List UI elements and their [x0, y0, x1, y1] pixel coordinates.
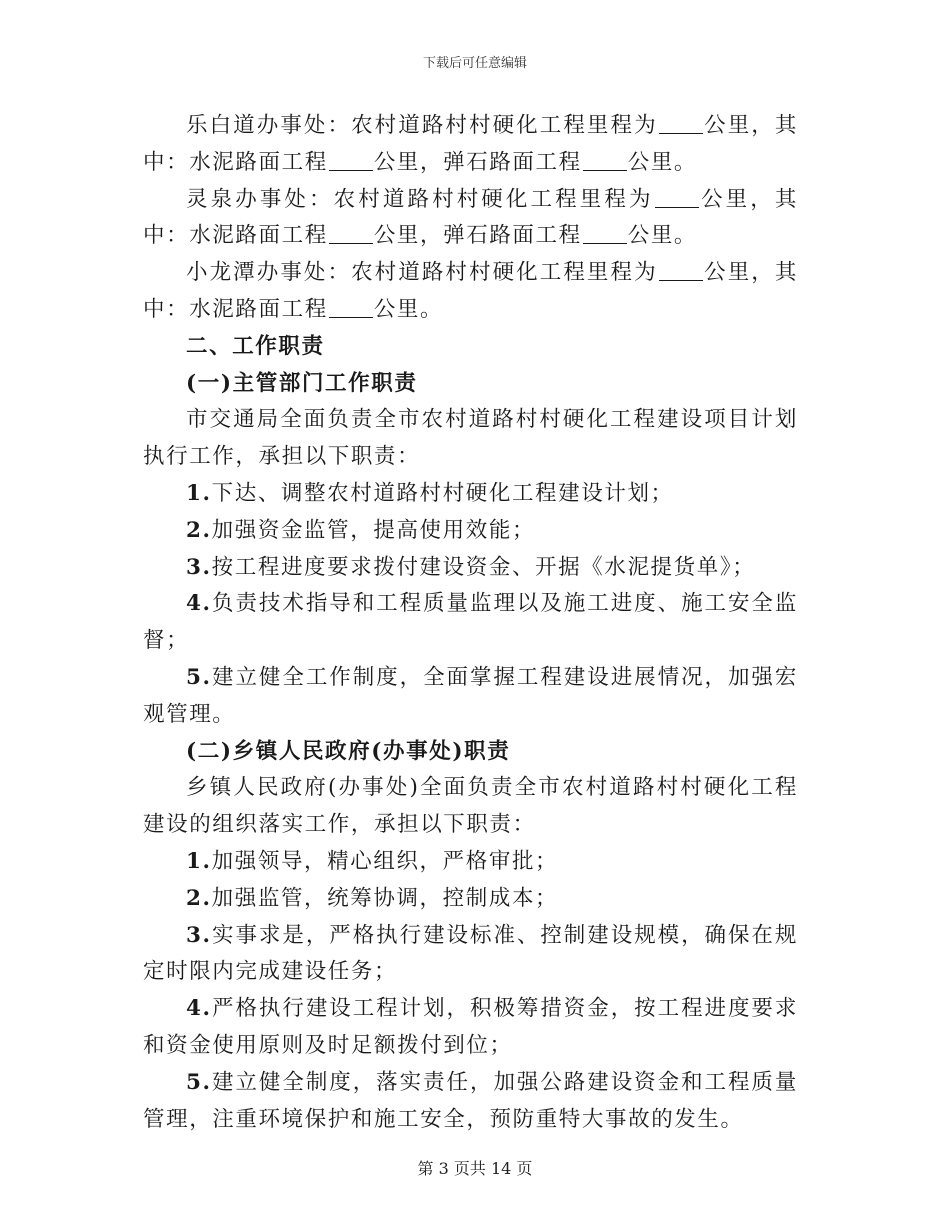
paragraph	[143, 991, 798, 1065]
text-run: 实事求是，严格执行建设标准、控制建设规模，确保在规定时限内完成建设任务；	[143, 922, 798, 985]
text-run: 严格执行建设工程计划，积极筹措资金，按工程进度要求和资金使用原则及时足额拨付到位；	[143, 996, 798, 1058]
paragraph	[143, 844, 798, 881]
text-run: 公里，弹石路面工程	[373, 223, 582, 249]
document-body	[143, 108, 798, 1138]
fill-in-blank	[659, 112, 703, 135]
text-run: 按工程进度要求拨付建设资金、开据《水泥提货单》；	[211, 554, 756, 580]
list-number: 2.	[186, 517, 212, 543]
page-header: 下载后可任意编辑	[422, 56, 527, 71]
paragraph	[143, 918, 798, 992]
paragraph	[143, 255, 798, 329]
section-heading	[143, 734, 798, 771]
text-run: (二)乡镇人民政府(办事处)职责	[186, 738, 511, 764]
text-run: 市交通局全面负责全市农村道路村村硬化工程建设项目计划执行工作，承担以下职责：	[143, 407, 798, 470]
text-run: 加强监管，统筹协调，控制成本；	[211, 885, 559, 911]
page-footer: 第 3 页共 14 页	[417, 1159, 533, 1178]
section-heading	[143, 366, 798, 403]
text-run: 公里。	[627, 149, 698, 175]
text-run: 加强领导，精心组织，严格审批；	[211, 848, 559, 874]
section-heading	[143, 329, 798, 366]
text-run: 加强资金监管，提高使用效能；	[211, 517, 536, 543]
list-number: 4.	[186, 591, 212, 617]
text-run: 公里，其中：水泥路面工程	[143, 186, 798, 249]
paragraph	[143, 1065, 798, 1139]
text-run: 建立健全制度，落实责任，加强公路建设资金和工程质量管理，注重环境保护和施工安全，预防重特大事故的发生。	[143, 1069, 798, 1132]
text-run: 公里。	[627, 223, 698, 249]
text-run: 灵泉办事处：农村道路村村硬化工程里程为	[186, 186, 654, 212]
fill-in-blank	[329, 222, 373, 245]
text-run: 下达、调整农村道路村村硬化工程建设计划；	[211, 480, 674, 506]
list-number: 2.	[186, 885, 212, 911]
text-run: 小龙潭办事处：农村道路村村硬化工程里程为	[186, 260, 658, 286]
text-run: 公里，其中：水泥路面工程	[143, 113, 798, 175]
fill-in-blank	[329, 148, 373, 171]
text-run: 公里。	[373, 296, 444, 322]
fill-in-blank	[329, 295, 373, 318]
paragraph	[143, 881, 798, 918]
list-number: 1.	[186, 480, 212, 506]
list-number: 5.	[186, 1069, 212, 1095]
list-number: 4.	[186, 996, 212, 1022]
text-run: 公里，其中：水泥路面工程	[143, 260, 798, 322]
paragraph	[143, 402, 798, 476]
paragraph	[143, 770, 798, 844]
text-run: 公里，弹石路面工程	[373, 149, 582, 175]
text-run: 负责技术指导和工程质量监理以及施工进度、施工安全监督；	[143, 591, 798, 654]
list-number: 3.	[186, 922, 212, 948]
paragraph	[143, 513, 798, 550]
text-run: 乡镇人民政府(办事处)全面负责全市农村道路村村硬化工程建设的组织落实工作，承担以下职责：	[143, 775, 798, 838]
paragraph	[143, 660, 798, 734]
paragraph	[143, 586, 798, 660]
text-run: 乐白道办事处：农村道路村村硬化工程里程为	[186, 113, 658, 138]
list-number: 1.	[186, 848, 212, 874]
text-run: (一)主管部门工作职责	[186, 370, 418, 396]
text-run: 二、工作职责	[186, 333, 325, 359]
paragraph	[143, 108, 798, 182]
list-number: 3.	[186, 554, 212, 580]
paragraph	[143, 550, 798, 587]
fill-in-blank	[655, 185, 699, 208]
fill-in-blank	[583, 148, 627, 171]
fill-in-blank	[583, 222, 627, 245]
list-number: 5.	[186, 664, 212, 690]
fill-in-blank	[659, 259, 703, 282]
paragraph	[143, 182, 798, 256]
paragraph	[143, 476, 798, 513]
text-run: 建立健全工作制度，全面掌握工程建设进展情况，加强宏观管理。	[143, 664, 798, 727]
